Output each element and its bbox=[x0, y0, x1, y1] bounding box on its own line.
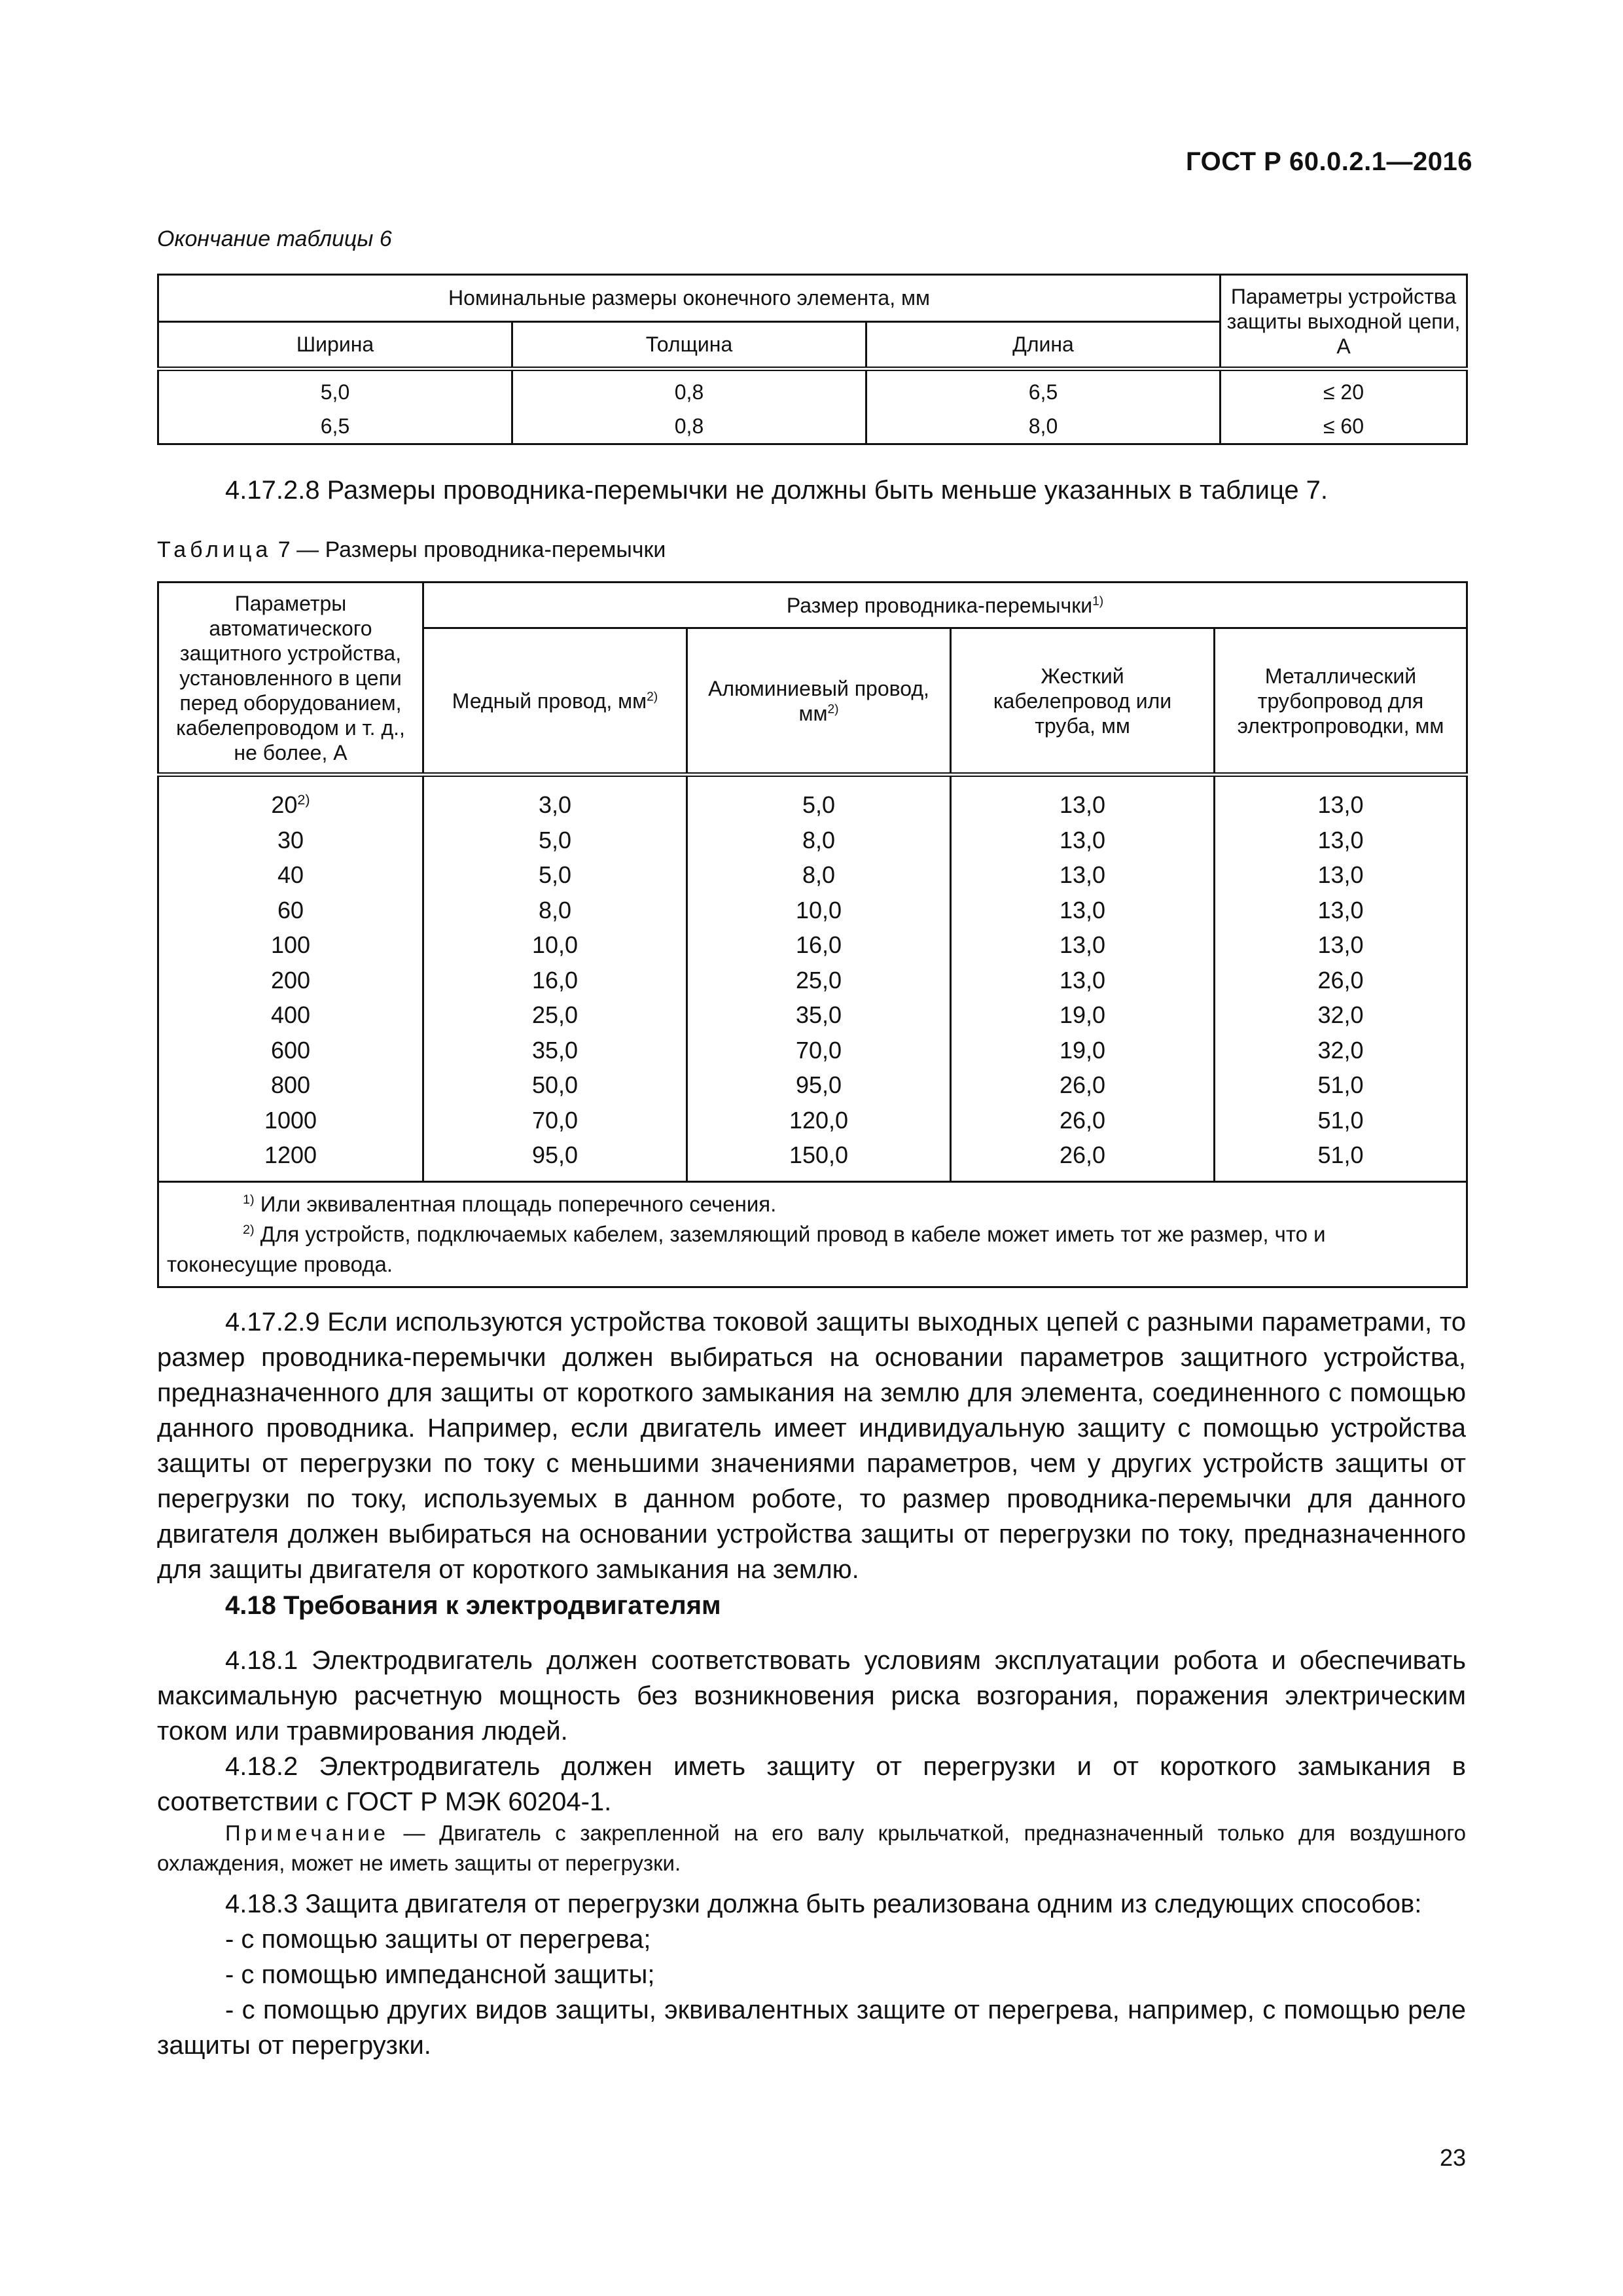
paragraph-4-18-1: 4.18.1 Электродвигатель должен соответствовать условиям эксплуатации робота и обеспечивать максимальную расчетную мощность без возникновения риска возгорания, поражения электрическим током или травмирования людей. bbox=[157, 1646, 1466, 1746]
table7-cell: 1000 bbox=[264, 1106, 317, 1134]
footnote-2 bbox=[167, 1219, 1458, 1280]
table7-col2-values bbox=[423, 775, 687, 1182]
table7-col5-values bbox=[1215, 775, 1467, 1182]
table7-col-copper bbox=[423, 628, 687, 775]
table7-cell: 50,0 bbox=[531, 1071, 579, 1098]
table7-cell: 60 bbox=[277, 896, 304, 924]
table-6 bbox=[157, 274, 1468, 445]
table6-col-thickness: Толщина bbox=[512, 322, 866, 369]
table7-cell: 10,0 bbox=[795, 896, 842, 924]
table7-group-header-text: Размер проводника-перемычки bbox=[786, 593, 1093, 617]
table7-cell: 1200 bbox=[264, 1141, 317, 1168]
table6-group-header: Номинальные размеры оконечного элемента, мм bbox=[158, 275, 1221, 322]
table7-cell: 95,0 bbox=[531, 1141, 579, 1168]
table7-col-aluminium bbox=[687, 628, 951, 775]
footnote-mark: 1) bbox=[243, 1192, 255, 1207]
note bbox=[157, 1818, 1466, 1878]
table6-col-width: Ширина bbox=[158, 322, 512, 369]
table7-cell: 19,0 bbox=[1059, 1036, 1106, 1064]
paragraph-4-17-2-8: 4.17.2.8 Размеры проводника-перемычки не должны быть меньше указанных в таблице 7. bbox=[225, 476, 1329, 505]
table6-cell bbox=[512, 369, 866, 444]
table7-cell: 120,0 bbox=[789, 1106, 849, 1134]
table7-cell: 30 bbox=[277, 826, 304, 853]
table6-caption: Окончание таблицы 6 bbox=[157, 226, 392, 251]
table7-cell: 95,0 bbox=[795, 1071, 842, 1098]
footnote-ref: 1) bbox=[1092, 594, 1104, 608]
table7-first-col-header: Параметры автоматического защитного устройства, установленного в цепи перед оборудованием, кабелепроводом и т. д., не более, А bbox=[158, 583, 423, 775]
table7-cell: 25,0 bbox=[531, 1001, 579, 1028]
table7-cell: 70,0 bbox=[795, 1036, 842, 1064]
table7-cell: 26,0 bbox=[1059, 1106, 1106, 1134]
table7-caption-title: 7 — Размеры проводника-перемычки bbox=[277, 537, 666, 562]
table6-cell-value: 0,8 bbox=[674, 414, 704, 438]
table7-cell: 150,0 bbox=[789, 1141, 849, 1168]
footnote-1-text: Или эквивалентная площадь поперечного сечения. bbox=[260, 1191, 777, 1216]
table7-col-metal-pipe: Металлический трубопровод для электропроводки, мм bbox=[1215, 628, 1467, 775]
table7-group-header bbox=[423, 583, 1467, 628]
table7-cell: 13,0 bbox=[1317, 861, 1364, 888]
table7-cell: 800 bbox=[270, 1071, 311, 1098]
table7-cell: 26,0 bbox=[1059, 1141, 1106, 1168]
table6-cell-value: 6,5 bbox=[320, 414, 350, 438]
footnote-mark: 2) bbox=[243, 1222, 255, 1237]
table7-cell: 5,0 bbox=[802, 791, 836, 818]
table7-cell: 400 bbox=[270, 1001, 311, 1028]
table7-cell: 13,0 bbox=[1059, 826, 1106, 853]
table7-col1-values bbox=[158, 775, 423, 1182]
table6-col-length: Длина bbox=[866, 322, 1221, 369]
document-code: ГОСТ Р 60.0.2.1—2016 bbox=[1185, 147, 1472, 176]
footnote-ref: 2) bbox=[647, 689, 658, 704]
table7-cell: 8,0 bbox=[802, 861, 836, 888]
table7-col-conduit: Жесткий кабелепровод или труба, мм bbox=[951, 628, 1215, 775]
list-item: - с помощью импедансной защиты; bbox=[225, 1960, 655, 1989]
table7-cell: 20$^{2)}$ bbox=[271, 791, 310, 818]
table7-caption bbox=[157, 535, 1466, 564]
table6-cell bbox=[158, 369, 512, 444]
table7-cell: 13,0 bbox=[1059, 791, 1106, 818]
table7-cell: 40 bbox=[277, 861, 304, 888]
table7-col-copper-text: Медный провод, мм bbox=[452, 689, 647, 713]
table7-cell: 13,0 bbox=[1059, 896, 1106, 924]
list-item: - с помощью защиты от перегрева; bbox=[225, 1925, 651, 1954]
table7-cell: 26,0 bbox=[1059, 1071, 1106, 1098]
paragraph-4-18-3: 4.18.3 Защита двигателя от перегрузки должна быть реализована одним из следующих способов: bbox=[225, 1890, 1422, 1918]
table6-cell bbox=[866, 369, 1221, 444]
table6-cell-value: 6,5 bbox=[1028, 380, 1058, 404]
footnote-ref: 2) bbox=[827, 702, 839, 716]
table7-cell: 13,0 bbox=[1317, 791, 1364, 818]
table7-cell: 51,0 bbox=[1317, 1141, 1364, 1168]
table7-cell: 13,0 bbox=[1317, 826, 1364, 853]
table7-cell: 5,0 bbox=[538, 826, 572, 853]
table7-cell: 8,0 bbox=[802, 826, 836, 853]
footnote-ref: 2) bbox=[297, 791, 310, 808]
table7-footnotes bbox=[158, 1181, 1467, 1287]
table7-cell: 32,0 bbox=[1317, 1001, 1364, 1028]
table6-cell-value: 8,0 bbox=[1028, 414, 1058, 438]
table6-cell bbox=[1221, 369, 1467, 444]
paragraph-4-18-2: 4.18.2 Электродвигатель должен иметь защиту от перегрузки и от короткого замыкания в соответствии с ГОСТ Р МЭК 60204-1. bbox=[157, 1752, 1466, 1816]
note-label: Примечание bbox=[225, 1821, 390, 1845]
table6-param-header: Параметры устройства защиты выходной цепи, А bbox=[1221, 275, 1467, 369]
table7-col3-values bbox=[687, 775, 951, 1182]
table7-cell: 13,0 bbox=[1059, 931, 1106, 958]
table6-cell-value: ≤ 60 bbox=[1323, 414, 1364, 438]
table7-cell: 26,0 bbox=[1317, 966, 1364, 994]
section-heading-4-18: 4.18 Требования к электродвигателям bbox=[225, 1591, 721, 1620]
table7-col-alu-text: Алюминиевый провод, мм bbox=[708, 676, 929, 725]
table7-cell: 35,0 bbox=[531, 1036, 579, 1064]
table7-cell: 13,0 bbox=[1317, 896, 1364, 924]
table6-cell-value: 0,8 bbox=[674, 380, 704, 404]
table7-cell: 13,0 bbox=[1059, 861, 1106, 888]
table7-cell: 19,0 bbox=[1059, 1001, 1106, 1028]
table7-cell: 16,0 bbox=[795, 931, 842, 958]
table7-cell: 13,0 bbox=[1317, 931, 1364, 958]
table7-cell: 600 bbox=[270, 1036, 311, 1064]
footnote-1 bbox=[167, 1189, 1458, 1219]
footnote-2-text: Для устройств, подключаемых кабелем, заземляющий провод в кабеле может иметь тот же размер, что и токонесущие провода. bbox=[167, 1221, 1326, 1276]
table7-cell: 51,0 bbox=[1317, 1106, 1364, 1134]
table7-cell: 10,0 bbox=[531, 931, 579, 958]
table7-cell: 32,0 bbox=[1317, 1036, 1364, 1064]
table7-cell: 35,0 bbox=[795, 1001, 842, 1028]
page-number: 23 bbox=[1439, 2144, 1466, 2171]
table7-cell: 25,0 bbox=[795, 966, 842, 994]
table7-cell: 51,0 bbox=[1317, 1071, 1364, 1098]
table6-cell-value: 5,0 bbox=[320, 380, 350, 404]
list-item: - с помощью других видов защиты, эквивалентных защите от перегрева, например, с помощью реле защиты от перегрузки. bbox=[157, 1996, 1466, 2060]
table7-cell: 5,0 bbox=[538, 861, 572, 888]
table7-cell: 200 bbox=[270, 966, 311, 994]
list-4-18-3 bbox=[157, 1922, 1466, 2063]
paragraph-4-17-2-9: 4.17.2.9 Если используются устройства токовой защиты выходных цепей с разными параметрами, то размер проводника-перемычки должен выбираться на основании параметров защитного устройства, предназначенного для защиты от короткого замыкания на землю для элемента, соединенного с помощью данного проводника. Например, если двигатель имеет индивидуальную защиту с помощью устройства защиты от перегрузки по току с меньшими значениями параметров, чем у других устройств защиты от перегрузки по току, используемых в данном роботе, то размер проводника-перемычки для данного двигателя должен выбираться на основании устройства защиты от перегрузки по току, предназначенного для защиты двигателя от короткого замыкания на землю. bbox=[157, 1308, 1466, 1584]
table7-cell: 100 bbox=[270, 931, 311, 958]
table7-cell: 13,0 bbox=[1059, 966, 1106, 994]
table7-cell: 8,0 bbox=[538, 896, 572, 924]
table7-caption-word: Таблица bbox=[157, 537, 272, 562]
table7-cell: 70,0 bbox=[531, 1106, 579, 1134]
note-text: — Двигатель с закрепленной на его валу крыльчаткой, предназначенный только для воздушного охлаждения, может не иметь защиты от перегрузки. bbox=[157, 1821, 1467, 1875]
table7-cell: 3,0 bbox=[538, 791, 572, 818]
table-7 bbox=[157, 581, 1468, 1288]
table7-cell: 16,0 bbox=[531, 966, 579, 994]
table6-cell-value: ≤ 20 bbox=[1323, 380, 1364, 404]
table7-col4-values bbox=[951, 775, 1215, 1182]
